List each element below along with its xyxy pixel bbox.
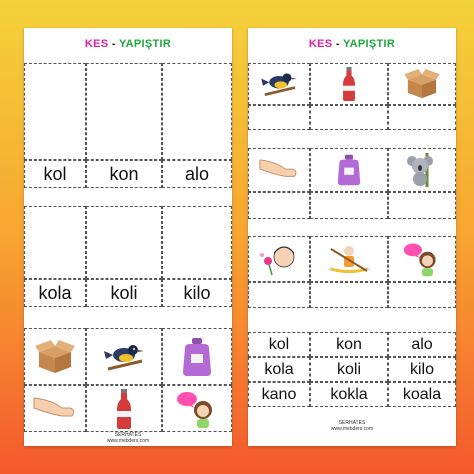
picture-cell[interactable]	[86, 385, 162, 432]
word-cell: kola	[24, 279, 86, 307]
title-dash: -	[111, 38, 116, 50]
footer	[248, 420, 456, 432]
title-kes: KES	[308, 38, 333, 50]
word-cell: kilo	[162, 279, 232, 307]
word-cell: kilo	[388, 357, 456, 382]
picture-cell[interactable]	[388, 148, 456, 192]
arm-icon	[258, 156, 300, 184]
cola-bottle-icon	[342, 67, 356, 101]
paste-box[interactable]	[310, 105, 388, 130]
word-cell: alo	[388, 332, 456, 357]
footer-url[interactable]: www.mebders.com	[106, 438, 150, 444]
bird-icon	[102, 339, 146, 375]
paste-box[interactable]	[248, 105, 310, 130]
picture-cell[interactable]	[24, 328, 86, 385]
paste-box[interactable]	[248, 192, 310, 219]
worksheet-right	[248, 28, 456, 446]
paste-box[interactable]	[388, 282, 456, 308]
koala-icon	[405, 153, 439, 187]
word-cell: kol	[24, 160, 86, 188]
word-cell: kokla	[310, 382, 388, 407]
title-yapistir: YAPIŞTIR	[342, 38, 396, 50]
word-cell: kon	[310, 332, 388, 357]
title-yapistir: YAPIŞTIR	[118, 38, 172, 50]
picture-cell[interactable]	[310, 63, 388, 105]
worksheet-title	[24, 38, 232, 50]
picture-cell[interactable]	[162, 385, 232, 432]
bird-icon	[259, 68, 299, 100]
picture-cell[interactable]	[24, 385, 86, 432]
word-cell: alo	[162, 160, 232, 188]
footer-brand: SERHATES	[338, 420, 366, 426]
box-icon	[35, 340, 75, 374]
word-cell: kon	[86, 160, 162, 188]
picture-cell[interactable]	[162, 328, 232, 385]
paste-box[interactable]	[162, 206, 232, 279]
word-cell: kano	[248, 382, 310, 407]
picture-cell[interactable]	[248, 63, 310, 105]
paste-box[interactable]	[86, 206, 162, 279]
box-icon	[404, 69, 440, 99]
title-kes: KES	[84, 38, 109, 50]
weight-icon	[182, 338, 212, 376]
word-cell: kola	[248, 357, 310, 382]
picture-cell[interactable]	[310, 236, 388, 282]
cola-bottle-icon	[116, 389, 132, 429]
footer-brand: SERHATES	[114, 432, 142, 438]
paste-box[interactable]	[310, 282, 388, 308]
footer	[24, 432, 232, 444]
canoe-icon	[325, 241, 373, 277]
worksheet-title	[248, 38, 456, 50]
picture-cell[interactable]	[310, 148, 388, 192]
girl-talking-icon	[402, 241, 442, 277]
picture-cell[interactable]	[86, 328, 162, 385]
paste-box[interactable]	[162, 63, 232, 160]
arm-icon	[32, 394, 78, 424]
word-cell: koli	[310, 357, 388, 382]
paste-box[interactable]	[248, 282, 310, 308]
footer-url[interactable]: www.mebders.com	[330, 426, 374, 432]
paste-box[interactable]	[388, 105, 456, 130]
girl-smelling-flower-icon	[258, 241, 300, 277]
paste-box[interactable]	[388, 192, 456, 219]
paste-box[interactable]	[310, 192, 388, 219]
paste-box[interactable]	[86, 63, 162, 160]
picture-cell[interactable]	[248, 236, 310, 282]
girl-talking-icon	[175, 390, 219, 428]
word-cell: koala	[388, 382, 456, 407]
title-dash: -	[335, 38, 340, 50]
worksheet-left	[24, 28, 232, 446]
picture-cell[interactable]	[388, 236, 456, 282]
paste-box[interactable]	[24, 63, 86, 160]
picture-cell[interactable]	[248, 148, 310, 192]
picture-cell[interactable]	[388, 63, 456, 105]
weight-icon	[337, 154, 361, 186]
paste-box[interactable]	[24, 206, 86, 279]
word-cell: kol	[248, 332, 310, 357]
word-cell: koli	[86, 279, 162, 307]
